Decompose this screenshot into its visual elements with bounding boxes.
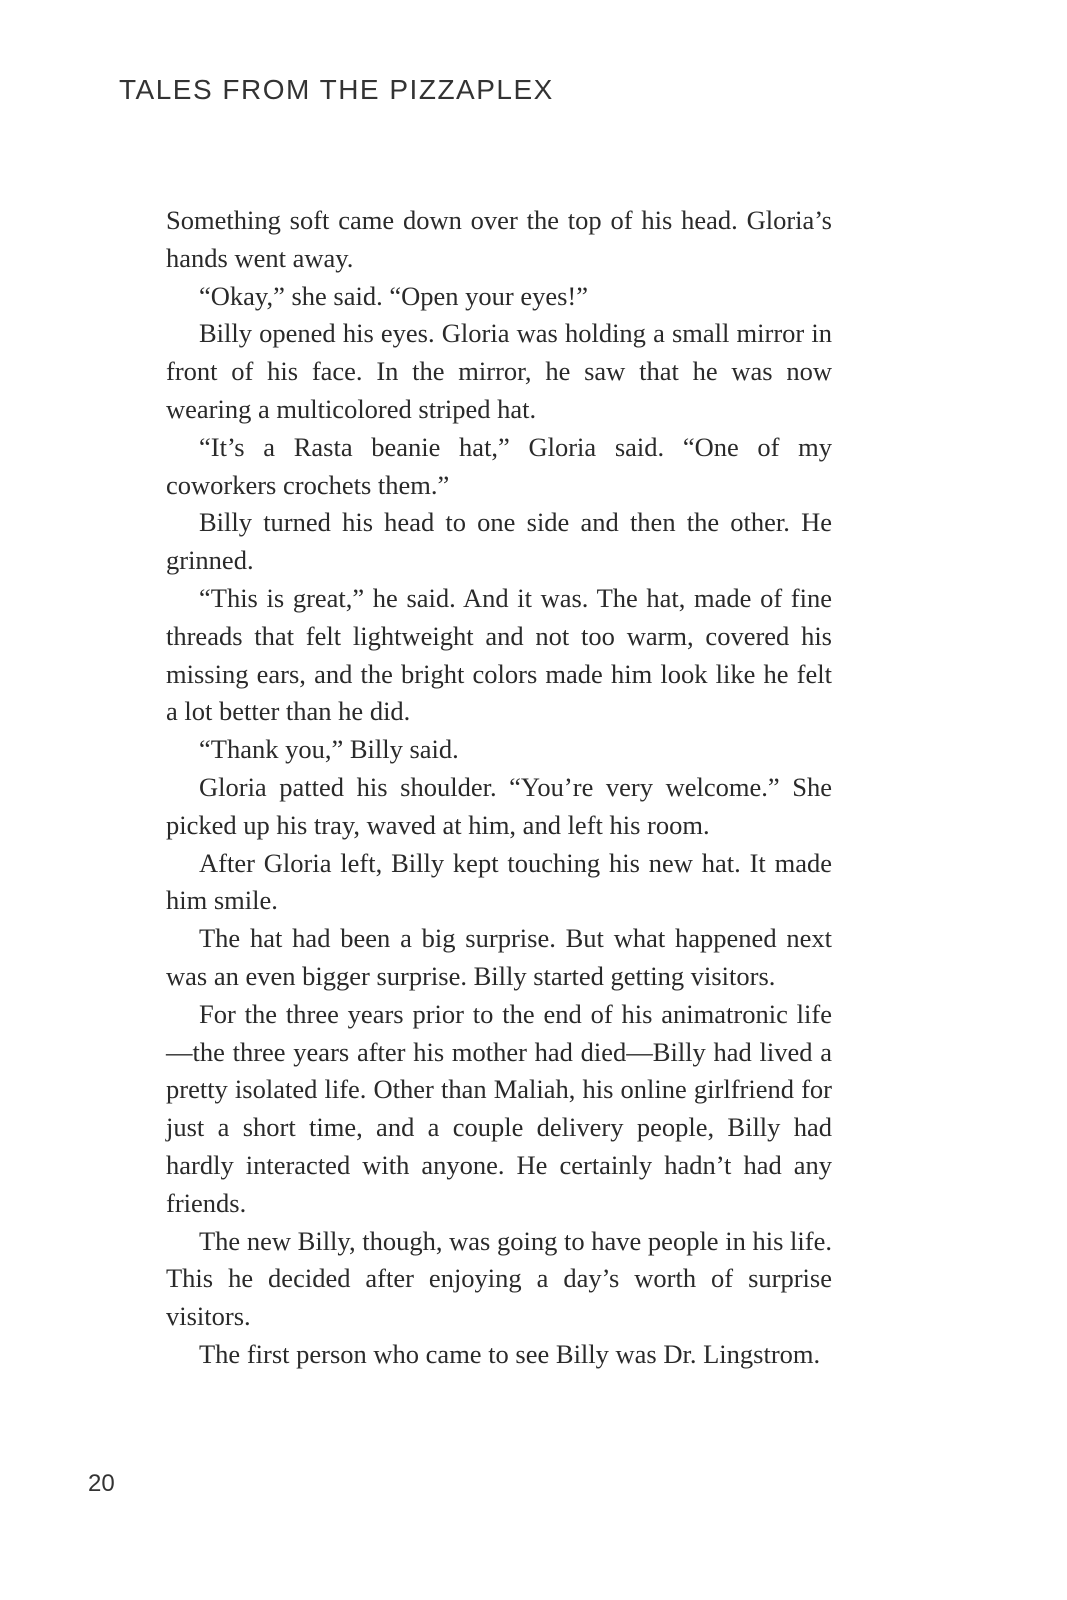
paragraph: “It’s a Rasta beanie hat,” Gloria said. “One of my coworkers crochets them.”	[166, 431, 832, 500]
paragraph: Gloria patted his shoulder. “You’re very welcome.” She picked up his tray, waved at him, and left his room.	[166, 771, 832, 840]
paragraph: After Gloria left, Billy kept touching his new hat. It made him smile.	[166, 847, 832, 916]
paragraph: Billy turned his head to one side and then the other. He grinned.	[166, 507, 832, 576]
paragraph: Something soft came down over the top of his head. Gloria’s hands went away.	[166, 205, 832, 273]
paragraph: The first person who came to see Billy was Dr. Lingstrom.	[199, 1338, 821, 1369]
paragraph: The hat had been a big surprise. But what happened next was an even bigger surprise. Billy started getting visitors.	[166, 923, 832, 991]
paragraph: “Okay,” she said. “Open your eyes!”	[199, 280, 588, 311]
body-text	[166, 202, 832, 1374]
paragraph: “This is great,” he said. And it was. The hat, made of fine threads that felt lightweight and not too warm, covered his missing ears, and the bright colors made him look like he felt a lot better than he did.	[166, 582, 832, 727]
paragraph: “Thank you,” Billy said.	[199, 734, 459, 765]
paragraph: Billy opened his eyes. Gloria was holding a small mirror in front of his face. In the mirror, he saw that he was now wearing a multicolored striped hat.	[166, 318, 832, 424]
paragraph: For the three years prior to the end of his animatronic life—the three years after his mother had died—Billy had lived a pretty isolated life. Other than Maliah, his online girlfriend for just a short time, and a couple delivery people, Billy had hardly interacted with anyone. He certainly hadn’t had any friends.	[166, 998, 832, 1218]
paragraph: The new Billy, though, was going to have people in his life. This he decided after enjoying a day’s worth of surprise visitors.	[166, 1225, 832, 1332]
page-number: 20	[88, 1470, 115, 1497]
running-head: TALES FROM THE PIZZAPLEX	[119, 74, 554, 105]
